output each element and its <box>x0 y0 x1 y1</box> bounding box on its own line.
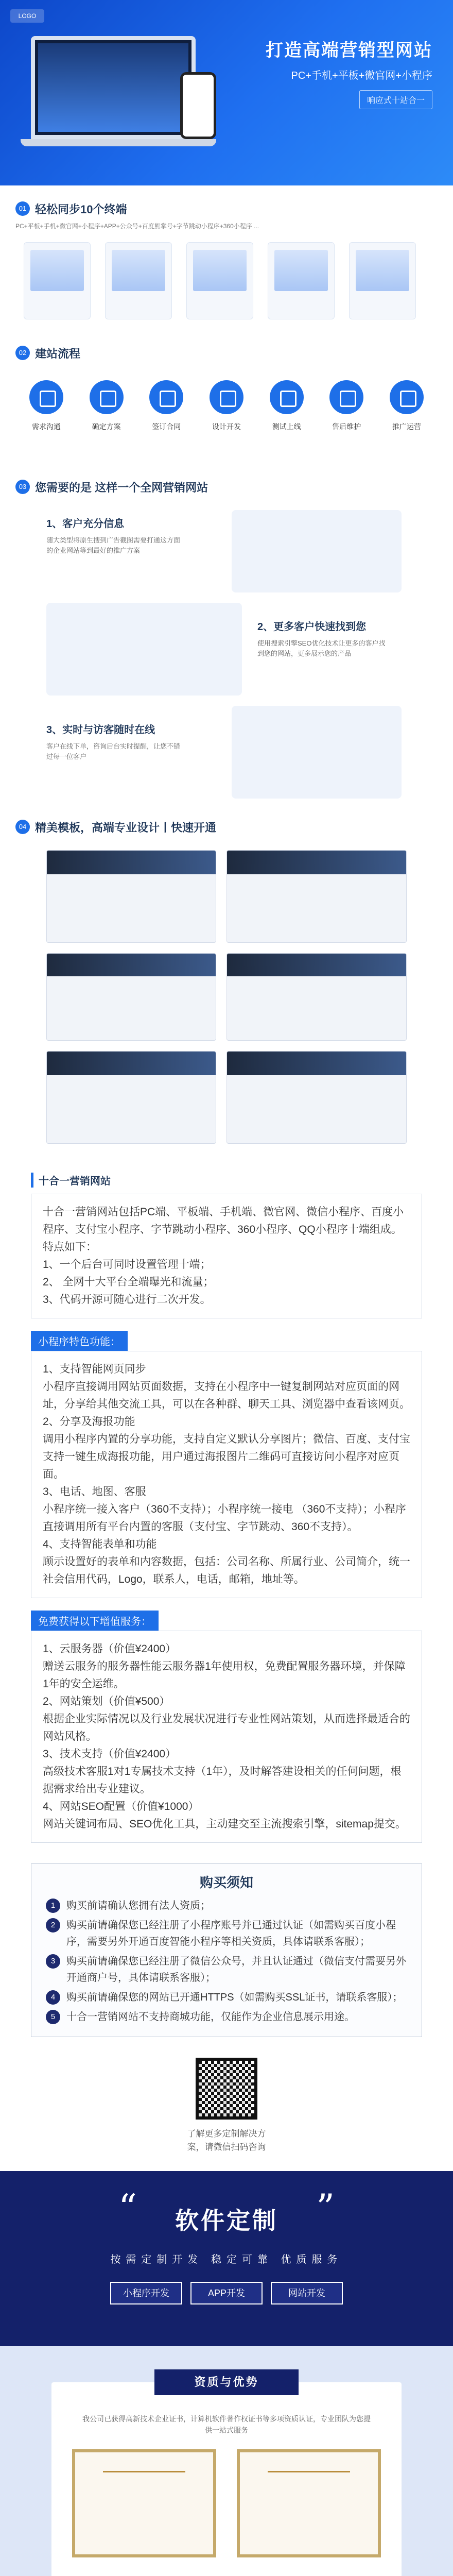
contract-icon <box>149 380 183 414</box>
certificate-image <box>72 2449 216 2557</box>
section-title: 建站流程 <box>35 347 81 360</box>
steps-section <box>0 474 453 814</box>
template-screenshot[interactable] <box>46 850 216 943</box>
custom-banner <box>0 2171 453 2346</box>
miniprogram-dev-button[interactable]: 小程序开发 <box>110 2282 182 2304</box>
qualification-ribbon: 资质与优势 <box>154 2369 299 2395</box>
flow-step: 推广运营 <box>381 380 432 432</box>
template-screenshot[interactable] <box>226 1051 407 1144</box>
qr-code[interactable] <box>196 2058 257 2120</box>
step-2: 2、更多客户快速找到您 使用搜索引擎SEO优化技术让更多的客户找到您的网站，更多展示您的产品 <box>257 621 386 657</box>
laptop-base <box>21 139 216 146</box>
laptop-illustration <box>31 36 196 139</box>
note-item: 3 购买前请确保您已经注册了微信公众号，并且认证通过（微信支付需要另外开通商户号，具体请联系客服）； <box>46 1953 407 1986</box>
feature-item: 1、支持智能网页同步 <box>43 1363 146 1375</box>
qualification-section <box>0 2346 453 2576</box>
intro-body: 十合一营销网站包括PC端、平板端、手机端、微官网、微信小程序、百度小程序、支付宝小程序、字节跳动小程序、360小程序、QQ小程序十端组成。特点如下： <box>43 1206 404 1253</box>
gift-item: 根据企业实际情况以及行业发展状况进行专业性网站策划，从而选择最适合的网站风格。 <box>43 1713 410 1742</box>
qr-section <box>0 2037 453 2171</box>
section-title: 精美模板，高端专业设计丨快速开通 <box>35 821 217 834</box>
section-header <box>0 340 453 366</box>
section-number: 03 <box>15 480 30 494</box>
gift-item: 网站关键词布局、SEO优化工具，主动建交至主流搜索引擎，sitemap提交。 <box>43 1818 406 1830</box>
intro-heading: 十合一营销网站 <box>31 1173 422 1188</box>
qualification-card <box>51 2382 402 2576</box>
note-item: 2 购买前请确保您已经注册了小程序账号并已通过认证（如需购买百度小程序，需要另外开通百度智能小程序等相关资质，具体请联系客服）； <box>46 1917 407 1950</box>
section-number: 01 <box>15 201 30 216</box>
app-dev-button[interactable]: APP开发 <box>190 2282 263 2304</box>
step-2-illustration <box>46 603 242 696</box>
hero-subtitle: PC+手机+平板+微官网+小程序 <box>291 70 432 81</box>
feature-item: 3、电话、地图、客服 <box>43 1486 146 1498</box>
flow-step: 设计开发 <box>201 380 252 432</box>
showcase-section <box>0 814 453 1164</box>
feature-item: 调用小程序内置的分享功能，支持自定义默认分享图片；微信、百度、支付宝支持一键生成海报功能，用户通过海报图片二维码可直接访问小程序对应页面。 <box>43 1433 410 1480</box>
step-1: 1、客户充分信息 随大类型将原生搜到广告截图需要打通这方面的企业网站等到最好的推广方案 <box>46 518 181 554</box>
sync-section <box>0 196 453 340</box>
hero-banner <box>0 0 453 185</box>
section-title: 轻松同步10个终端 <box>35 202 127 216</box>
checklist-icon <box>90 380 124 414</box>
hero-title: 打造高端营销型网站 <box>266 41 432 60</box>
section-header <box>0 474 453 500</box>
logo[interactable]: LOGO <box>10 9 44 23</box>
note-item: 1 购买前请确认您拥有法人资质； <box>46 1897 407 1914</box>
feature-item: 小程序直接调用网站页面数据，支持在小程序中一键复制网站对应页面的网址，分享给其他交流工具，可以在各种群、聊天工具、浏览器中查看该网页。 <box>43 1381 410 1410</box>
device-card <box>349 242 416 319</box>
wrench-icon <box>329 380 363 414</box>
flow-step: 需求沟通 <box>21 380 72 432</box>
flow-section <box>0 340 453 474</box>
flow-steps <box>0 366 453 432</box>
section-number: 02 <box>15 346 30 360</box>
device-card <box>186 242 253 319</box>
template-screenshot[interactable] <box>226 850 407 943</box>
custom-buttons <box>0 2282 453 2304</box>
intro-point: 2、 全网十大平台全端曝光和流量； <box>43 1276 214 1288</box>
flow-step: 测试上线 <box>261 380 312 432</box>
flow-step: 确定方案 <box>81 380 132 432</box>
gifts-box <box>31 1631 422 1843</box>
custom-title: 软件定制 <box>175 2207 278 2234</box>
gifts-heading: 免费获得以下增值服务： <box>31 1611 159 1631</box>
device-row <box>0 231 453 319</box>
gift-item: 4、网站SEO配置（价值¥1000） <box>43 1801 199 1812</box>
step-1-illustration <box>232 510 402 592</box>
device-card <box>24 242 91 319</box>
flow-step: 签订合同 <box>141 380 192 432</box>
section-number: 04 <box>15 820 30 834</box>
section-desc: PC+平板+手机+微官网+小程序+APP+公众号+百度熊掌号+字节跳动小程序+360小程序 ... <box>15 223 259 230</box>
template-screenshot[interactable] <box>46 953 216 1041</box>
feature-item: 4、支持智能表单和功能 <box>43 1538 157 1550</box>
step-3-illustration <box>232 706 402 799</box>
gift-item: 1、云服务器（价值¥2400） <box>43 1643 177 1655</box>
section-title: 您需要的是 这样一个全网营销网站 <box>35 481 208 494</box>
qr-caption: 了解更多定制解决方 案，请微信扫码咨询 <box>187 2129 266 2152</box>
features-heading: 小程序特色功能： <box>31 1331 128 1351</box>
hero-tag: 响应式十站合一 <box>359 90 432 109</box>
feature-item: 小程序统一接入客户（360不支持）；小程序统一接电 （360不支持）；小程序直接调用所有平台内置的客服（支付宝、字节跳动、360不支持）。 <box>43 1503 406 1533</box>
phone-illustration <box>180 72 216 139</box>
note-item: 5 十合一营销网站不支持商城功能，仅能作为企业信息展示用途。 <box>46 2009 407 2025</box>
flow-step: 售后维护 <box>321 380 372 432</box>
info-block <box>0 1173 453 1843</box>
qualification-intro: 我公司已获得高新技术企业证书，计算机软件著作权证书等多项资质认证，专业团队为您提供一站式服务 <box>82 2415 371 2434</box>
feature-item: 顾示设置好的表单和内容数据，包括：公司名称、所属行业、公司简介，统一社会信用代码，Logo，联系人，电话，邮箱，地址等。 <box>43 1556 410 1585</box>
template-screenshot[interactable] <box>46 1051 216 1144</box>
intro-box <box>31 1194 422 1318</box>
gift-item: 2、网站策划（价值¥500） <box>43 1696 170 1707</box>
section-header <box>0 814 453 840</box>
section-header <box>0 196 453 222</box>
device-card <box>105 242 172 319</box>
purchase-notes <box>31 1863 422 2037</box>
intro-point: 3、代码开源可随心进行二次开发。 <box>43 1294 211 1306</box>
device-card <box>268 242 335 319</box>
note-item: 4 购买前请确保您的网站已开通HTTPS（如需购买SSL证书，请联系客服）； <box>46 1989 407 2006</box>
certificate-image <box>237 2449 381 2557</box>
step-3: 3、实时与访客随时在线 客户在线下单，咨询后台实时提醒，让您不错过每一位客户 <box>46 724 181 760</box>
intro-point: 1、一个后台可同时设置管理十端； <box>43 1259 211 1270</box>
features-box <box>31 1351 422 1598</box>
quote-close-icon: ” <box>316 2187 335 2229</box>
website-dev-button[interactable]: 网站开发 <box>271 2282 343 2304</box>
gift-item: 赠送云服务的服务器性能云服务器1年使用权，免费配置服务器环境，并保障1年的安全运维。 <box>43 1660 406 1690</box>
custom-keywords: 按需定制开发 稳定可靠 优质服务 <box>110 2254 343 2265</box>
quote-open-icon: “ <box>118 2187 137 2229</box>
rocket-icon <box>390 380 424 414</box>
notes-title: 购买须知 <box>199 1875 253 1890</box>
template-screenshot[interactable] <box>226 953 407 1041</box>
code-icon <box>210 380 243 414</box>
feature-item: 2、分享及海报功能 <box>43 1416 135 1428</box>
gift-item: 3、技术支持（价值¥2400） <box>43 1748 177 1760</box>
gift-item: 高级技术客服1对1专属技术支持（1年），及时解答建设相关的任何问题，根据需求给出专业建议。 <box>43 1766 402 1795</box>
document-icon <box>29 380 63 414</box>
monitor-icon <box>270 380 304 414</box>
